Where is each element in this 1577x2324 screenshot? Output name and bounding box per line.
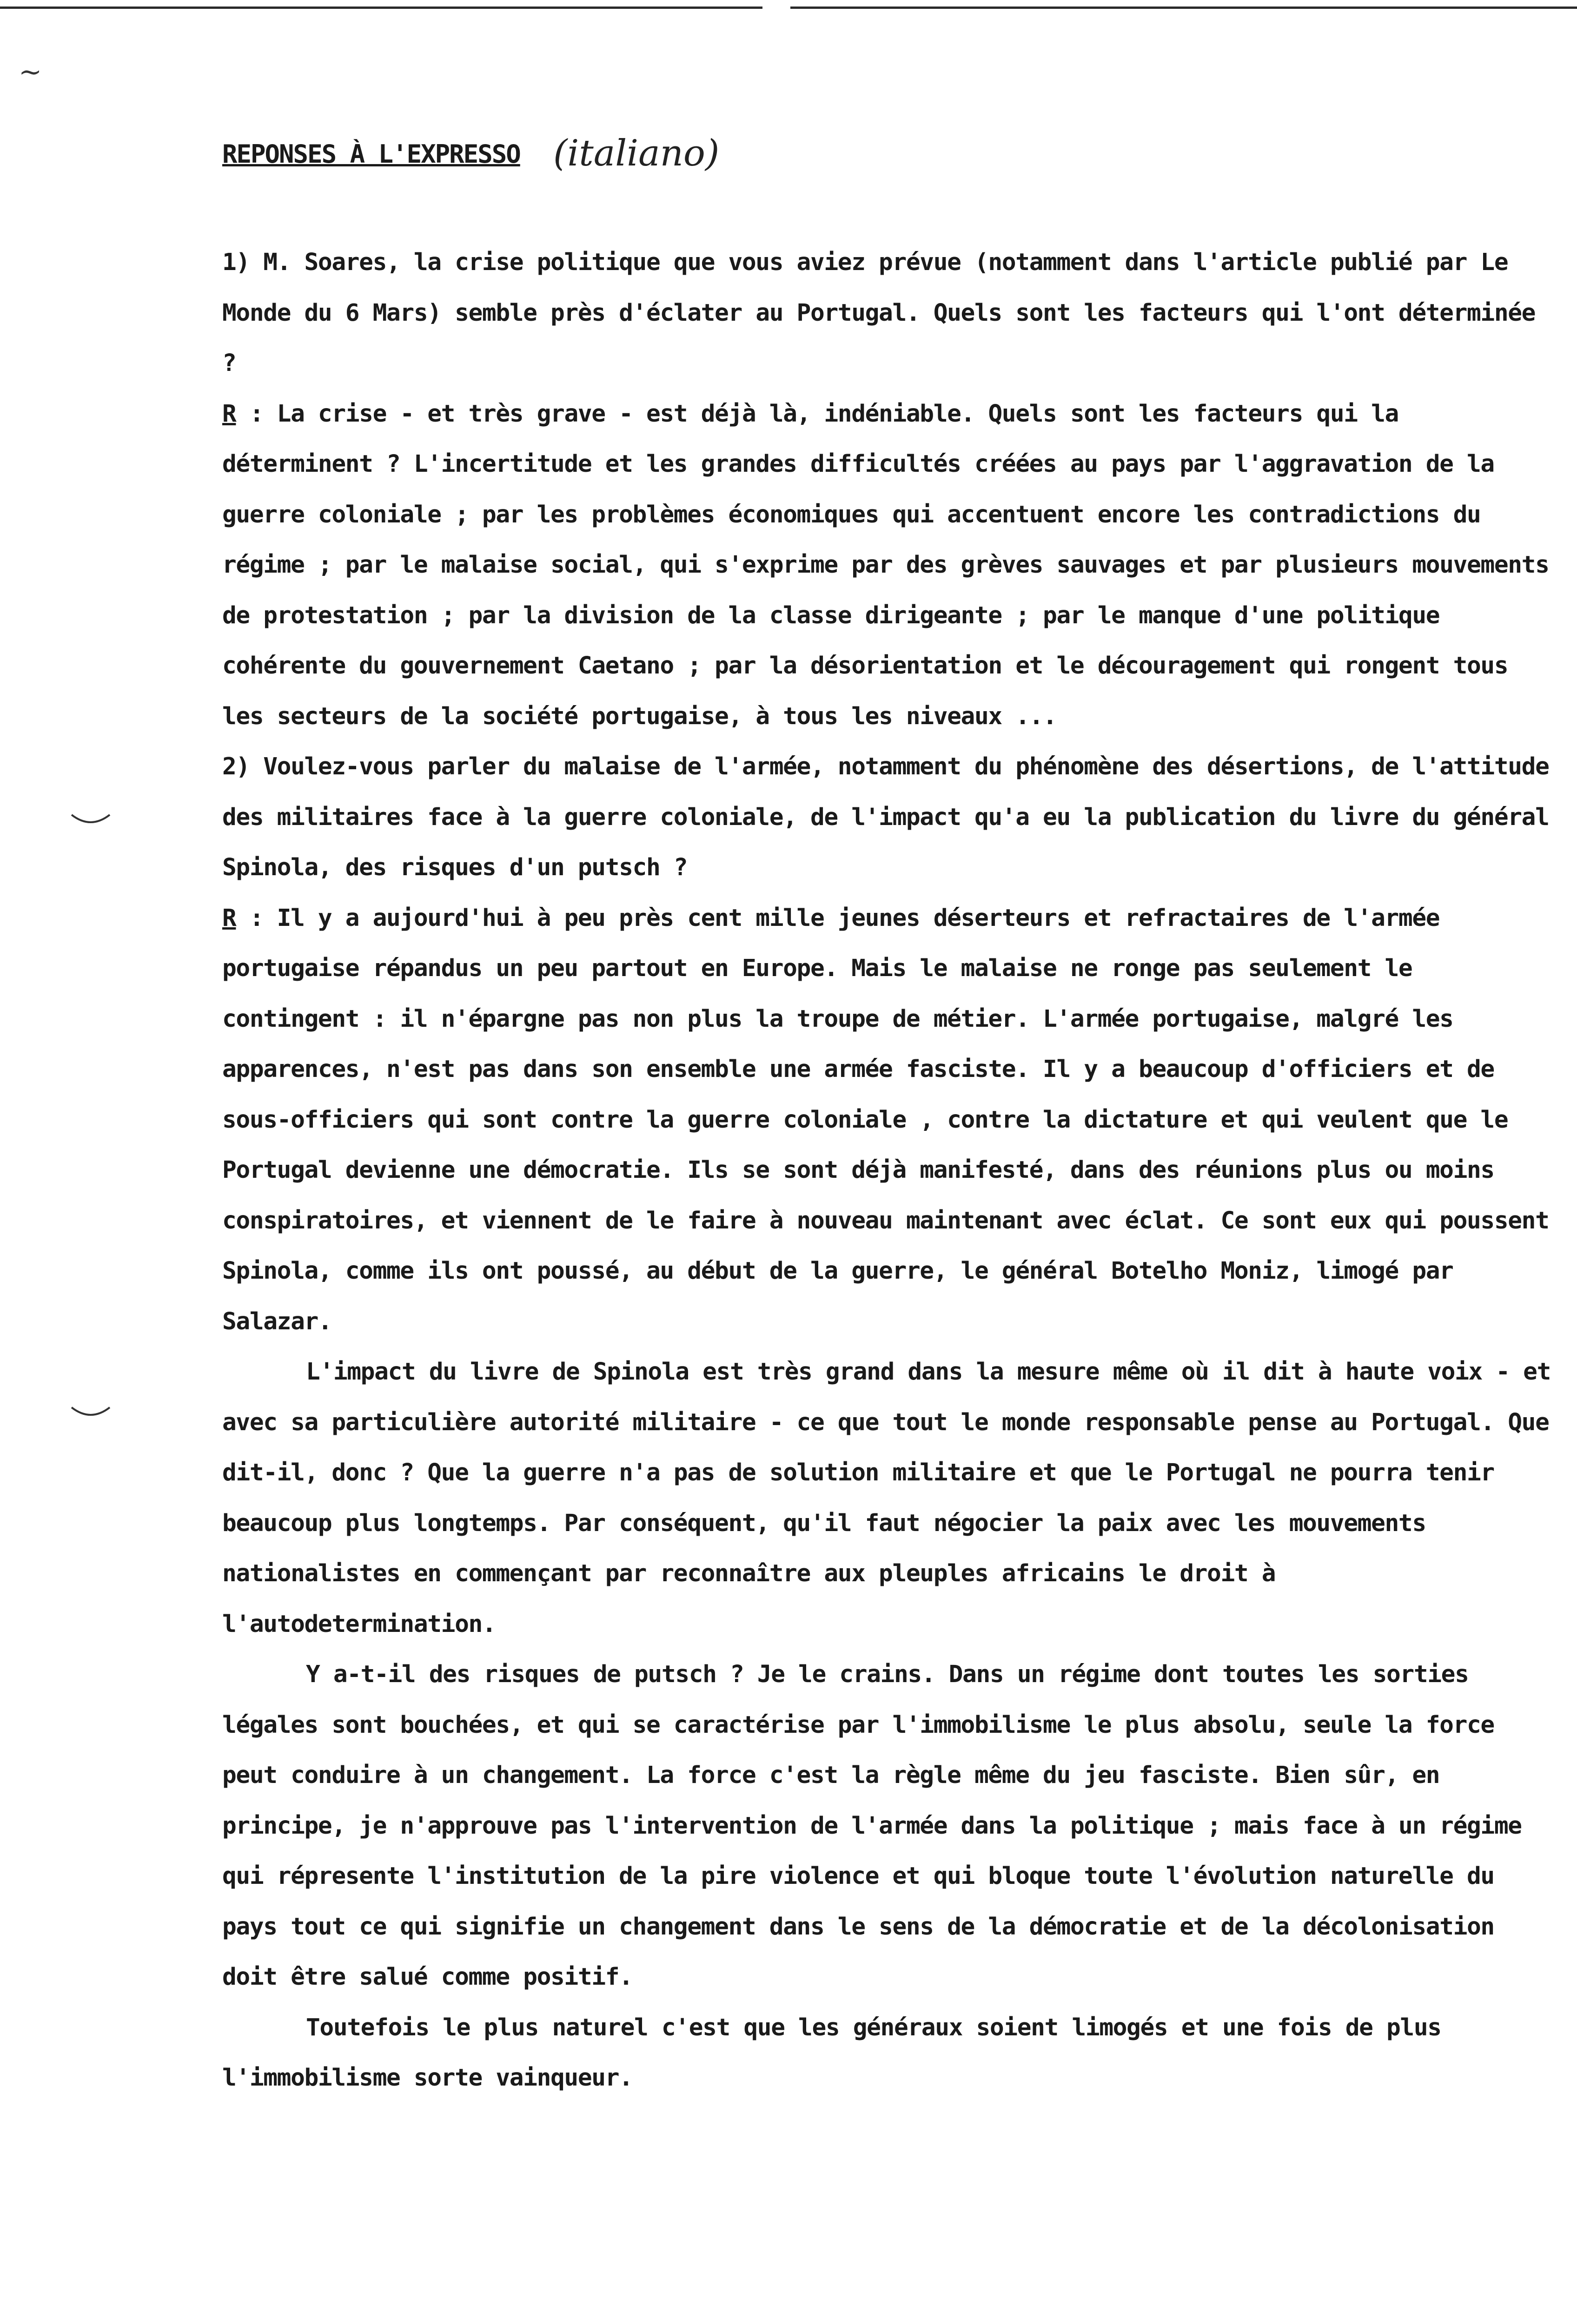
- document-body: [222, 237, 1564, 2103]
- question-2-text: 2) Voulez-vous parler du malaise de l'armée, notamment du phénomène des désertions, de l'attitude des militaires face à la guerre coloniale, de l'impact qu'a eu la publication du livre du général Spinola, des risques d'un putsch ?: [222, 753, 1563, 881]
- answer-2-para-3: [222, 1649, 1552, 2002]
- answer-2-para-4: [222, 2002, 1552, 2103]
- question-1-text: 1) M. Soares, la crise politique que vous aviez prévue (notamment dans l'article publié par Le Monde du 6 Mars) semble près d'éclater au Portugal. Quels sont les facteurs qui l'ont déterminée ?: [222, 248, 1549, 377]
- answer-2-para-2: [222, 1347, 1564, 1649]
- answer-1-text: : La crise - et très grave - est déjà là, indéniable. Quels sont les facteurs qui la déterminent ? L'incertitude et les grandes difficultés créées au pays par l'aggravation de la guerre coloniale ; par les problèmes économiques qui accentuent encore les contradictions du régime ; par le malaise social, qui s'exprime par des grèves sauvages et par plusieurs mouvements de protestation ; par la division de la classe dirigeante ; par le manque d'une politique cohérente du gouvernement Caetano ; par la désorientation et le découragement qui rongent tous les secteurs de la société portugaise, à tous les niveaux ...: [222, 399, 1563, 730]
- handwritten-note: (italiano): [553, 132, 720, 174]
- answer-2-para-2-text: L'impact du livre de Spinola est très grand dans la mesure même où il dit à haute voix - et avec sa particulière autorité militaire - ce que tout le monde responsable pense au Portugal. Que dit-il, donc ? Que la guerre n'a pas de solution militaire et que le Portugal ne pourra tenir beaucoup plus longtemps. Par conséquent, qu'il faut négocier la paix avec les mouvements nationalistes en commençant par reconnaître aux pleuples africains le droit à l'autodetermination.: [222, 1358, 1564, 1638]
- document-title: REPONSES À L'EXPRESSO: [222, 139, 520, 169]
- answer-2-para-3-text: Y a-t-il des risques de putsch ? Je le crains. Dans un régime dont toutes les sorties légales sont bouchées, et qui se caractérise par l'immobilisme le plus absolu, seule la force peut conduire à un changement. La force c'est la règle même du jeu fasciste. Bien sûr, en principe, je n'approuve pas l'intervention de l'armée dans la politique ; mais face à un régime qui répresente l'institution de la pire violence et qui bloque toute l'évolution naturelle du pays tout ce qui signifie un changement dans le sens de la démocratie et de la décolonisation doit être salué comme positif.: [222, 1660, 1536, 1991]
- question-2: [222, 741, 1563, 893]
- answer-1-label: R: [222, 399, 236, 428]
- answer-1: [222, 389, 1563, 742]
- top-rule-left: [0, 7, 762, 9]
- top-rule-middle: [790, 7, 1009, 9]
- answer-2: [222, 893, 1563, 1347]
- question-1: [222, 237, 1552, 389]
- margin-mark-1: [70, 811, 112, 830]
- top-rule-right: [1000, 7, 1577, 9]
- answer-2-label: R: [222, 904, 236, 932]
- corner-scribble: ~: [19, 56, 42, 88]
- margin-mark-2: [70, 1404, 112, 1422]
- answer-2-para-4-text: Toutefois le plus naturel c'est que les généraux soient limogés et une fois de plus l'immobilisme sorte vainqueur.: [222, 2013, 1455, 2092]
- answer-2-text: : Il y a aujourd'hui à peu près cent mille jeunes déserteurs et refractaires de l'armée portugaise répandus un peu partout en Europe. Mais le malaise ne ronge pas seulement le contingent : il n'épargne pas non plus la troupe de métier. L'armée portugaise, malgré les apparences, n'est pas dans son ensemble une armée fasciste. Il y a beaucoup d'officiers et de sous-officiers qui sont contre la guerre coloniale , contre la dictature et qui veulent que le Portugal devienne une démocratie. Ils se sont déjà manifesté, dans des réunions plus ou moins conspiratoires, et viennent de le faire à nouveau maintenant avec éclat. Ce sont eux qui poussent Spinola, comme ils ont poussé, au début de la guerre, le général Botelho Moniz, limogé par Salazar.: [222, 904, 1563, 1335]
